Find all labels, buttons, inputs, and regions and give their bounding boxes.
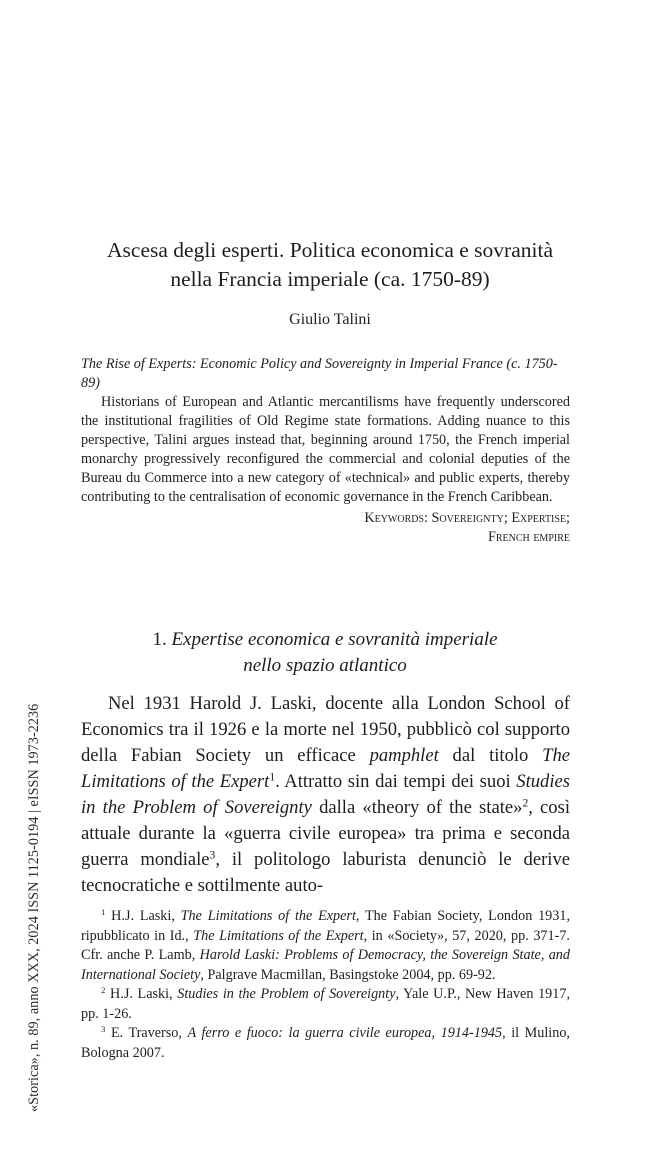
body-text-segment: Nel 1931 Harold J. Laski, docente alla London School of Economics tra il 1926 e la morte nel 1950, pubblicò col supporto della Fabian Society un efficace bbox=[81, 693, 570, 766]
footnote-ref-2[interactable]: 2 bbox=[522, 797, 529, 810]
footnote-italic: The Limitations of the Expert bbox=[193, 927, 364, 944]
body-text-italic: pamphlet bbox=[369, 745, 439, 766]
keywords bbox=[81, 509, 570, 547]
section-heading-line-1 bbox=[80, 627, 570, 653]
footnote-ref-3[interactable]: 3 bbox=[209, 849, 216, 862]
footnote-2 bbox=[81, 985, 570, 1024]
article-author: Giulio Talini bbox=[289, 311, 371, 328]
journal-citation-sidebar: «Storica», n. 89, anno XXX, 2024 ISSN 1125-0194 | eISSN 1973-2236 bbox=[26, 703, 42, 1112]
footnote-text: , il Mulino, Bologna 2007. bbox=[81, 1025, 570, 1061]
footnote-text: H.J. Laski, bbox=[105, 986, 178, 1002]
footnote-text: , in «Society», 57, 2020, pp. 371-7. Cfr. anche P. Lamb, bbox=[81, 927, 570, 963]
footnote-3 bbox=[81, 1024, 570, 1063]
body-paragraph bbox=[81, 691, 570, 899]
footnotes bbox=[81, 907, 570, 1063]
footnote-italic: A ferro e fuoco: la guerra civile europea, 1914-1945 bbox=[187, 1025, 503, 1041]
body-text-italic: Studies in the Problem of Sovereignty bbox=[81, 771, 570, 818]
footnote-italic: Harold Laski: Problems of Democracy, the Sovereign State, and International Society bbox=[81, 947, 570, 983]
footnote-ref-1[interactable]: 1 bbox=[269, 771, 276, 784]
footnote-1 bbox=[81, 907, 570, 985]
footnote-text: , Yale U.P., New Haven 1917, pp. 1-26. bbox=[81, 986, 570, 1022]
footnote-mark: 3 bbox=[101, 1024, 106, 1035]
footnote-text: , Palgrave Macmillan, Basingstoke 2004, pp. 69-92. bbox=[200, 966, 496, 983]
footnote-mark: 2 bbox=[101, 985, 106, 996]
section-heading-line-2 bbox=[80, 653, 570, 679]
footnote-italic: The Limitations of the Expert bbox=[180, 908, 356, 924]
footnote-text: , The Fabian Society, London 1931, ripubblicato in Id., bbox=[81, 908, 570, 944]
keywords-line-2: French empire bbox=[488, 529, 570, 545]
body-text-segment: , il politologo laburista denunciò le derive tecnocratiche e sottilmente auto- bbox=[81, 849, 570, 896]
body-text-italic: The Limitations of the Expert bbox=[81, 745, 571, 792]
body-text-segment: , così attuale durante la «guerra civile europea» tra prima e seconda guerra mondiale bbox=[81, 797, 571, 870]
article-title-line-1: Ascesa degli esperti. Politica economica e sovranità bbox=[107, 238, 553, 262]
section-heading bbox=[80, 627, 570, 679]
footnote-italic: Studies in the Problem of Sovereignty bbox=[177, 986, 396, 1002]
section-number: 1. bbox=[152, 629, 172, 650]
section-title-part-1: Expertise economica e sovranità imperiale bbox=[171, 629, 498, 650]
abstract-block bbox=[81, 355, 570, 547]
section-title-part-2: nello spazio atlantico bbox=[243, 655, 407, 676]
article-title-line-2: nella Francia imperiale (ca. 1750-89) bbox=[170, 267, 490, 291]
abstract-body: Historians of European and Atlantic mercantilisms have frequently underscored the institutional fragilities of Old Regime state formations. Adding nuance to this perspective, Talini argues instead that, beginning around 1750, the French imperial monarchy progressively reconfigured the commercial and colonial deputies of the Bureau du Commerce into a new category of «technical» and public experts, thereby contributing to the centralisation of economic governance in the French Caribbean. bbox=[81, 394, 570, 505]
keywords-line-1: Keywords: Sovereignty; Expertise; bbox=[364, 510, 570, 526]
footnote-mark: 1 bbox=[101, 907, 106, 918]
body-text-segment: dal titolo bbox=[438, 745, 543, 766]
footnote-text: H.J. Laski, bbox=[105, 908, 181, 924]
english-title: The Rise of Experts: Economic Policy and Sovereignty in Imperial France (c. 1750-89) bbox=[81, 356, 558, 391]
body-text-segment: . Attratto sin dai tempi dei suoi bbox=[275, 771, 517, 792]
footnote-text: E. Traverso, bbox=[105, 1025, 188, 1041]
article-title bbox=[60, 236, 600, 294]
body-text-segment: dalla «theory of the state» bbox=[311, 797, 523, 818]
